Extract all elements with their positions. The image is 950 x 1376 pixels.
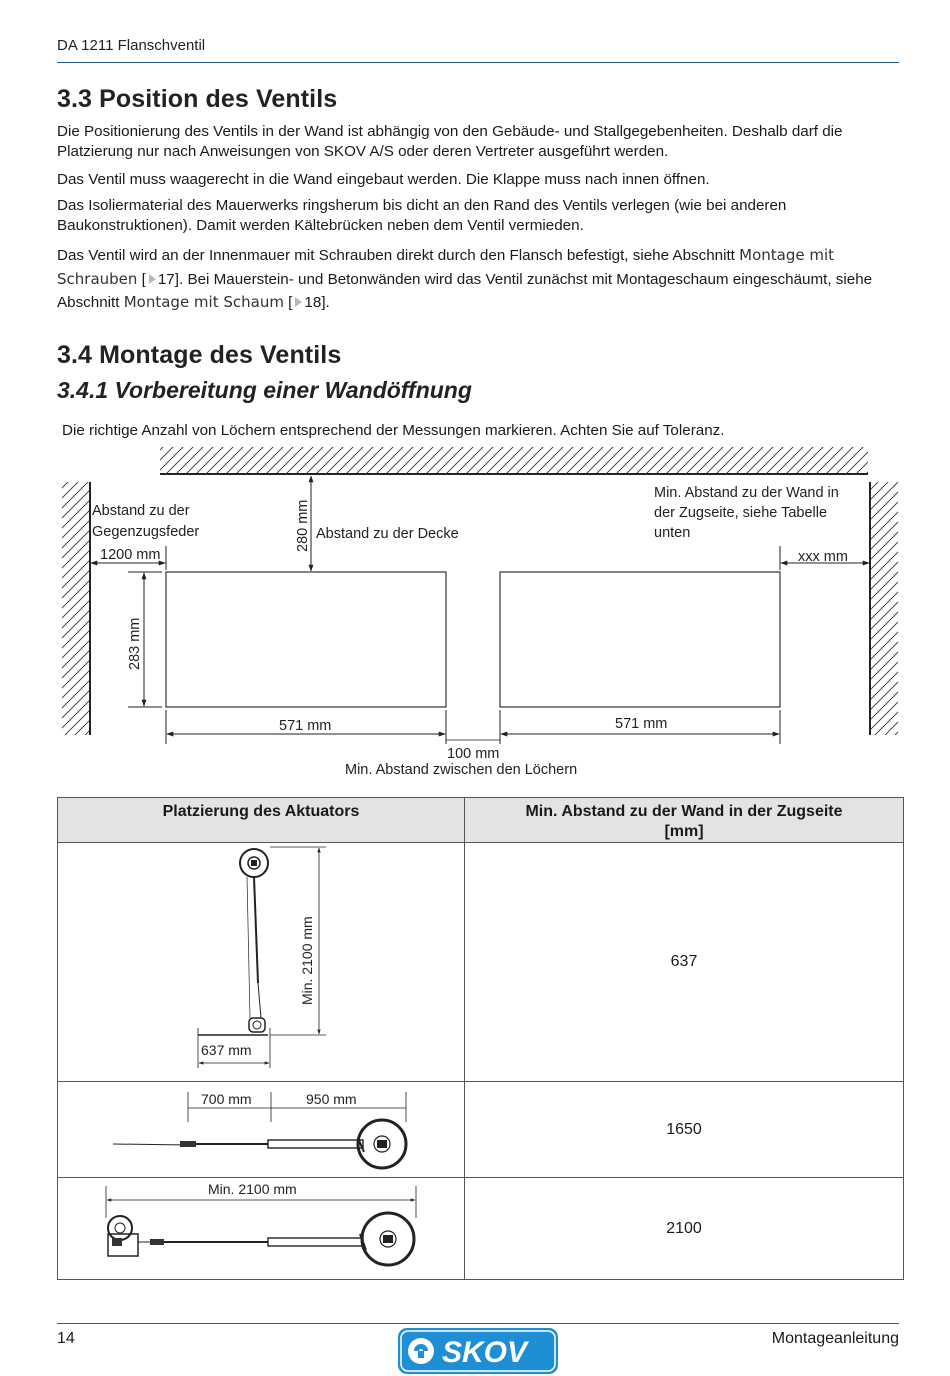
section-heading-3-4: 3.4 Montage des Ventils <box>57 341 342 369</box>
wall-opening-right <box>500 572 780 707</box>
actuator-horizontal-figure <box>58 1082 464 1172</box>
page-ref-arrow-icon <box>149 274 156 284</box>
dim-1200: 1200 mm <box>100 547 161 563</box>
footer-doc-type: Montageanleitung <box>771 1330 899 1347</box>
table-header-placement: Platzierung des Aktuators <box>58 798 465 843</box>
dim-xxx: xxx mm <box>798 549 848 565</box>
xref-screws-page[interactable]: 17 <box>157 270 175 288</box>
table-header-distance-line1: Min. Abstand zu der Wand in der Zugseite <box>525 803 843 820</box>
dim-571-left: 571 mm <box>279 718 332 734</box>
table-row <box>58 843 904 1082</box>
table-cell-distance: 637 <box>465 843 904 1082</box>
dim-571-right: 571 mm <box>615 716 668 732</box>
label-between-holes: Min. Abstand zwischen den Löchern <box>345 762 578 778</box>
table-header-row <box>58 798 904 843</box>
label-ceiling: Abstand zu der Decke <box>316 526 459 542</box>
dim-283: 283 mm <box>127 617 143 670</box>
paragraph-insulation: Das Isoliermaterial des Mauerwerks ringsherum bis dicht an den Rand des Ventils verlegen (wie bei anderen Baukonstruktionen). Damit werden Kältebrücken neben dem Ventil vermieden. <box>57 197 787 234</box>
left-wall-hatch <box>62 482 90 735</box>
page-ref-arrow-icon <box>295 297 302 307</box>
label-pull-line2: der Zugseite, siehe Tabelle <box>654 505 828 521</box>
table-row <box>58 1178 904 1280</box>
skov-logo <box>398 1328 558 1374</box>
fastening-text-2: Bei Mauerstein- und Betonwänden wird das Ventil zunächst mit Montageschaum eingeschäumt, siehe Abschnitt <box>57 270 873 311</box>
fig-vertical-dim-width: 637 mm <box>201 1042 252 1058</box>
table-row <box>58 1082 904 1178</box>
document-title: DA 1211 Flanschventil <box>57 37 206 54</box>
paragraph-intro: Die richtige Anzahl von Löchern entsprechend der Messungen markieren. Achten Sie auf Toleranz. <box>62 422 725 439</box>
dim-100: 100 mm <box>447 746 500 762</box>
xref-foam-page[interactable]: 18 <box>304 294 322 311</box>
wall-opening-diagram <box>0 440 950 785</box>
dim-280: 280 mm <box>295 499 311 552</box>
label-spring-line1: Abstand zu der <box>92 503 190 519</box>
label-pull-line1: Min. Abstand zu der Wand in <box>654 485 839 501</box>
skov-logo-text: SKOV <box>442 1336 528 1369</box>
table-header-distance-line2: [mm] <box>664 823 704 840</box>
label-spring-line2: Gegenzugsfeder <box>92 524 200 540</box>
xref-screws[interactable]: Montage mit Schrauben <box>57 246 835 288</box>
table-header-distance <box>465 798 904 843</box>
fastening-text-1: Das Ventil wird an der Innenmauer mit Schrauben direkt durch den Flansch befestigt, siehe Abschnitt <box>57 247 735 264</box>
ceiling-hatch <box>160 447 868 474</box>
fig-horizontal-dim-b: 950 mm <box>306 1091 357 1107</box>
right-wall-hatch <box>870 482 898 735</box>
actuator-fig-horizontal-cell <box>58 1082 465 1178</box>
actuator-fig-vertical-cell <box>58 843 465 1082</box>
paragraph-positioning: Die Positionierung des Ventils in der Wand ist abhängig von den Gebäude- und Stallgegebenheiten. Deshalb darf die Platzierung nur nach Anweisungen von SKOV A/S oder deren Vertreter ausgeführt werden. <box>57 123 843 160</box>
page-footer-rule <box>57 1323 899 1324</box>
page-number: 14 <box>57 1330 75 1347</box>
fig-vertical-dim-height: Min. 2100 mm <box>299 916 315 1005</box>
fig-horizontal-dim-a: 700 mm <box>201 1091 252 1107</box>
fig-long-dim: Min. 2100 mm <box>208 1181 297 1197</box>
actuator-table <box>57 797 904 1280</box>
paragraph-fastening: Das Ventil wird an der Innenmauer mit Schrauben direkt durch den Flansch befestigt, siehe Abschnitt Montage mit Schrauben [ 17]. Bei Mauerstein- und Betonwänden wird das Ventil zunächst mit Montageschaum eingeschäumt, siehe Abschnitt Montage mit Schaum [ 18]. <box>57 246 873 311</box>
actuator-fig-long-cell <box>58 1178 465 1280</box>
table-cell-distance: 2100 <box>465 1178 904 1280</box>
actuator-vertical-figure <box>58 843 464 1076</box>
actuator-long-figure <box>58 1178 464 1274</box>
section-heading-3-3: 3.3 Position des Ventils <box>57 85 338 113</box>
page-header <box>57 37 899 63</box>
paragraph-horizontal: Das Ventil muss waagerecht in die Wand eingebaut werden. Die Klappe muss nach innen öffnen. <box>57 171 710 188</box>
label-pull-line3: unten <box>654 525 691 541</box>
table-cell-distance: 1650 <box>465 1082 904 1178</box>
wall-opening-left <box>166 572 446 707</box>
xref-foam[interactable]: Montage mit Schaum <box>123 293 284 311</box>
subsection-heading-3-4-1: 3.4.1 Vorbereitung einer Wandöffnung <box>57 377 472 403</box>
